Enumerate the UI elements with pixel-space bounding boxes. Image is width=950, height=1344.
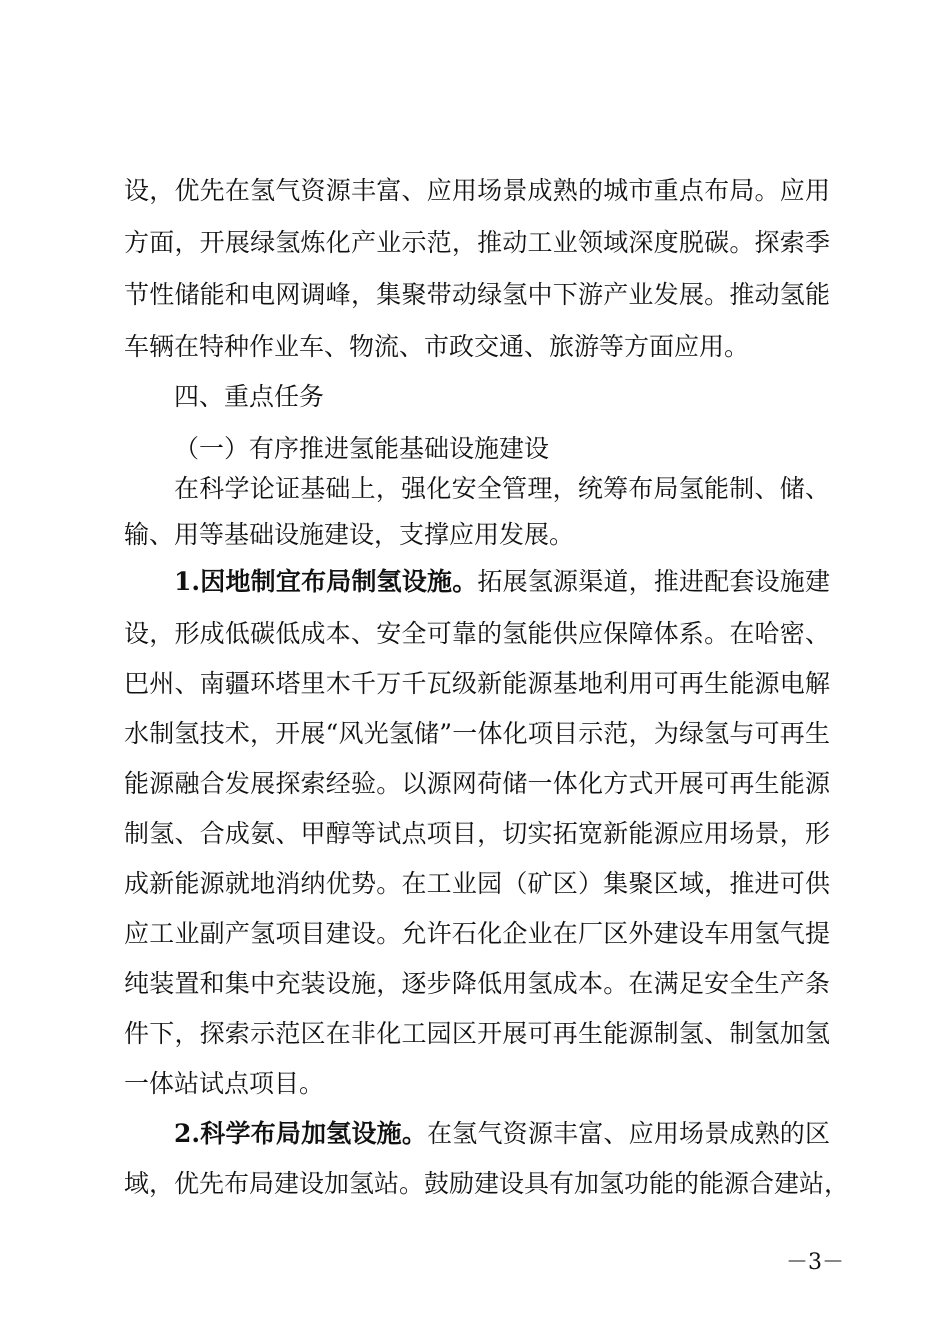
text-line: 设，形成低碳低成本、安全可靠的氢能供应保障体系。在哈密、 (124, 619, 830, 648)
text-line: 设，优先在氢气资源丰富、应用场景成熟的城市重点布局。应用 (124, 176, 830, 205)
text-line: 一体站试点项目。 (124, 1069, 325, 1098)
text-line: 方面，开展绿氢炼化产业示范，推动工业领域深度脱碳。探索季 (124, 228, 830, 257)
text-line: 巴州、南疆环塔里木千万千瓦级新能源基地利用可再生能源电解 (124, 669, 830, 698)
item-2-first-line (174, 1115, 830, 1153)
text-line: 水制氢技术，开展“风光氢储”一体化项目示范，为绿氢与可再生 (124, 719, 830, 748)
text-line: 能源融合发展探索经验。以源网荷储一体化方式开展可再生能源 (124, 769, 830, 798)
text-line: 在科学论证基础上，强化安全管理，统筹布局氢能制、储、 (174, 474, 830, 503)
text-line: 节性储能和电网调峰，集聚带动绿氢中下游产业发展。推动氢能 (124, 280, 830, 309)
text-line: 输、用等基础设施建设，支撑应用发展。 (124, 520, 575, 549)
text-line: 件下，探索示范区在非化工园区开展可再生能源制氢、制氢加氢 (124, 1019, 830, 1048)
text-line: 域，优先布局建设加氢站。鼓励建设具有加氢功能的能源合建站， (124, 1169, 850, 1198)
item-2-text: 在氢气资源丰富、应用场景成熟的区 (427, 1119, 830, 1148)
text-line: 制氢、合成氨、甲醇等试点项目，切实拓宽新能源应用场景，形 (124, 819, 830, 848)
item-2-title: 2.科学布局加氢设施。 (174, 1119, 428, 1148)
text-line: 应工业副产氢项目建设。允许石化企业在厂区外建设车用氢气提 (124, 919, 830, 948)
section-heading: 四、重点任务 (174, 382, 325, 411)
text-line: 纯装置和集中充装设施，逐步降低用氢成本。在满足安全生产条 (124, 969, 830, 998)
page-number: －3－ (786, 1250, 844, 1275)
item-1-first-line (174, 563, 830, 601)
item-1-text: 拓展氢源渠道，推进配套设施建 (477, 567, 830, 596)
item-1-title: 1.因地制宜布局制氢设施。 (174, 567, 478, 596)
text-line: 车辆在特种作业车、物流、市政交通、旅游等方面应用。 (124, 332, 750, 361)
text-line: 成新能源就地消纳优势。在工业园（矿区）集聚区域，推进可供 (124, 869, 830, 898)
subsection-heading: （一）有序推进氢能基础设施建设 (174, 434, 550, 463)
